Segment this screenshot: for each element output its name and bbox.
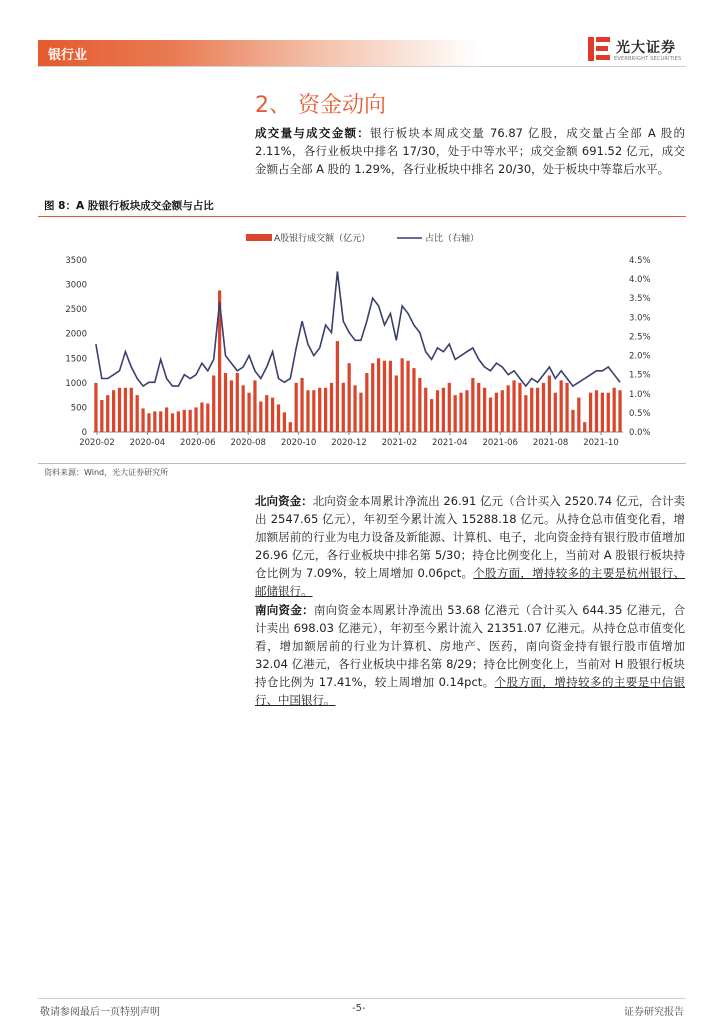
bar (548, 375, 551, 432)
footer-disclaimer: 敬请参阅最后一页特别声明 (40, 1007, 160, 1018)
bar (377, 358, 380, 432)
bar (212, 375, 215, 432)
bar (601, 393, 604, 432)
bar (236, 373, 239, 432)
bar (300, 378, 303, 432)
bar (365, 373, 368, 432)
north-highlight: 个股方面，增持较多的主要是杭州银行、邮储银行。 (255, 566, 685, 598)
bar (465, 390, 468, 432)
bar (247, 393, 250, 432)
bar (595, 390, 598, 432)
y-right-tick-label: 4.5% (629, 256, 651, 266)
north-label: 北向资金： (255, 494, 313, 508)
bar (565, 383, 568, 432)
page-number: -5- (352, 1003, 366, 1014)
x-tick-label: 2020-04 (129, 438, 166, 448)
x-tick-label: 2021-08 (532, 438, 569, 448)
bar (318, 388, 321, 432)
bar (242, 385, 245, 432)
bar (194, 407, 197, 432)
y-left-tick-label: 1500 (65, 354, 87, 365)
bar (336, 341, 339, 432)
y-left-tick-label: 3500 (65, 256, 87, 266)
bar (518, 383, 521, 432)
share-line (96, 272, 620, 387)
turnover-chart (40, 222, 680, 460)
legend-bar-swatch (246, 234, 272, 241)
south-text: 南向资金本周累计净流出 53.68 亿港元（合计买入 644.35 亿港元，合计卖出 698.03 亿港元），年初至今累计流入 21351.07 亿港元。从持仓总市值变化看，增加额居前的行业为计算机、房地产、医药，南向资金持有银行股市值增加 32.04 亿港元，各行业板块中排名第 8/29；持仓比例变化上，当前对 H 股银行板块持仓比例为 17.41%，较上周增加 0.14pct。 (255, 603, 686, 689)
bar (253, 380, 256, 432)
legend-line-label: 占比（右轴） (425, 234, 480, 244)
bar (607, 393, 610, 432)
bar (130, 388, 133, 432)
bar (483, 388, 486, 432)
bar (554, 393, 557, 432)
y-right-tick-label: 2.0% (629, 351, 651, 362)
bar (348, 363, 351, 432)
bar (330, 383, 333, 432)
x-tick-label: 2021-02 (381, 438, 418, 448)
bar (189, 410, 192, 432)
y-right-tick-label: 0.5% (629, 408, 651, 419)
bar (459, 393, 462, 432)
y-left-tick-label: 2500 (65, 305, 87, 316)
bar (524, 395, 527, 432)
footer-divider (38, 998, 686, 999)
bar (106, 395, 109, 432)
figure-source: 资料来源：Wind，光大证券研究所 (44, 468, 169, 477)
x-tick-label: 2020-12 (331, 438, 367, 448)
bar (230, 380, 233, 432)
figure-top-rule (38, 216, 686, 217)
bar (436, 390, 439, 432)
south-label: 南向资金： (255, 603, 314, 617)
volume-paragraph (255, 124, 685, 178)
bar (224, 373, 227, 432)
y-right-tick-label: 3.0% (629, 313, 651, 324)
bar (454, 395, 457, 432)
bar (100, 400, 103, 432)
bar (477, 383, 480, 432)
header-divider (38, 66, 686, 67)
bar (489, 398, 492, 432)
bar (289, 422, 292, 432)
bar (118, 388, 121, 432)
bar (536, 388, 539, 432)
bar (471, 378, 474, 432)
x-tick-label: 2020-06 (180, 438, 216, 448)
bar (371, 363, 374, 432)
figure-title: 图 8：A 股银行板块成交金额与占比 (44, 200, 214, 212)
bar (342, 383, 345, 432)
bar (147, 413, 150, 432)
bar (583, 422, 586, 432)
bar (395, 375, 398, 432)
bar (271, 398, 274, 432)
section-title: 2、 资金动向 (255, 93, 386, 118)
bar (442, 388, 445, 432)
x-tick-label: 2020-08 (230, 438, 266, 448)
bar (401, 358, 404, 432)
bar (501, 390, 504, 432)
x-tick-label: 2021-04 (432, 438, 468, 448)
bar (424, 388, 427, 432)
volume-label: 成交量与成交金额： (255, 126, 371, 140)
bar (383, 361, 386, 432)
y-left-tick-label: 2000 (65, 329, 87, 340)
y-left-tick-label: 1000 (65, 378, 87, 389)
y-right-tick-label: 3.5% (629, 294, 651, 305)
y-left-tick-label: 0 (81, 428, 87, 438)
bar (200, 403, 203, 432)
x-tick-label: 2021-06 (482, 438, 518, 448)
brand-mark-icon (586, 35, 612, 63)
bar (406, 361, 409, 432)
sector-label: 银行业 (48, 48, 88, 63)
x-tick-label: 2020-02 (79, 438, 115, 448)
bar (277, 404, 280, 432)
bar (618, 390, 621, 432)
figure-bottom-rule (38, 463, 686, 464)
brand-name-en: EVERBRIGHT SECURITIES (614, 56, 682, 62)
bar (589, 393, 592, 432)
bar (530, 388, 533, 432)
x-tick-label: 2021-10 (583, 438, 619, 448)
bar (206, 403, 209, 432)
bar (153, 411, 156, 432)
bar (412, 368, 415, 432)
x-tick-label: 2020-10 (280, 438, 317, 448)
y-right-tick-label: 4.0% (629, 275, 651, 286)
bar (430, 399, 433, 432)
bar (542, 383, 545, 432)
bar (265, 395, 268, 432)
y-right-tick-label: 1.5% (629, 370, 651, 381)
y-left-tick-label: 3000 (65, 280, 87, 291)
north-text: 北向资金本周累计净流出 26.91 亿元（合计买入 2520.74 亿元，合计卖出 2547.65 亿元），年初至今累计流入 15288.18 亿元。从持仓总市值变化看，增加额居前的行业为电力设备及新能源、计算机、电子，北向资金持有银行股市值增加 26.96 亿元，各行业板块中排名第 5/30；持仓比例变化上，当前对 A 股银行板块持仓比例为 7.09%，较上周增加 0.06pct。 (255, 494, 685, 580)
y-left-tick-label: 500 (70, 403, 87, 414)
bar (571, 410, 574, 432)
bar (312, 390, 315, 432)
bar (94, 383, 97, 432)
bar (124, 388, 127, 432)
y-right-tick-label: 0.0% (629, 428, 651, 438)
bar (177, 411, 180, 432)
bar (448, 383, 451, 432)
legend-bar-label: A股银行成交额（亿元） (274, 234, 371, 244)
bar (306, 390, 309, 432)
bar (183, 410, 186, 432)
sector-banner (38, 40, 478, 66)
bar (141, 408, 144, 432)
bar (418, 378, 421, 432)
south-highlight: 个股方面，增持较多的主要是中信银行、中国银行。 (255, 675, 685, 707)
bar (324, 388, 327, 432)
bar (353, 385, 356, 432)
bar (577, 398, 580, 432)
bar (165, 407, 168, 432)
bar (560, 380, 563, 432)
brand-logo (586, 35, 686, 63)
bar (171, 413, 174, 432)
north-paragraph (255, 492, 685, 600)
bar (259, 402, 262, 432)
bar (359, 393, 362, 432)
bar (112, 390, 115, 432)
bar (295, 383, 298, 432)
volume-text: 银行板块本周成交量 76.87 亿股，成交量占全部 A 股的 2.11%，各行业板块中排名 17/30，处于中等水平；成交金额 691.52 亿元，成交金额占全部 A 股的 1.29%，各行业板块中排名 20/30，处于板块中等靠后水平。 (255, 126, 685, 176)
brand-name: 光大证券 (616, 40, 676, 56)
bar (136, 395, 139, 432)
bar (507, 385, 510, 432)
y-right-tick-label: 1.0% (629, 389, 651, 400)
bar (159, 411, 162, 432)
bar (613, 388, 616, 432)
y-right-tick-label: 2.5% (629, 332, 651, 343)
bar (283, 412, 286, 432)
footer-report-type: 证券研究报告 (624, 1007, 684, 1018)
bar (389, 361, 392, 432)
bar (495, 393, 498, 432)
south-paragraph (255, 601, 685, 709)
bar (512, 380, 515, 432)
